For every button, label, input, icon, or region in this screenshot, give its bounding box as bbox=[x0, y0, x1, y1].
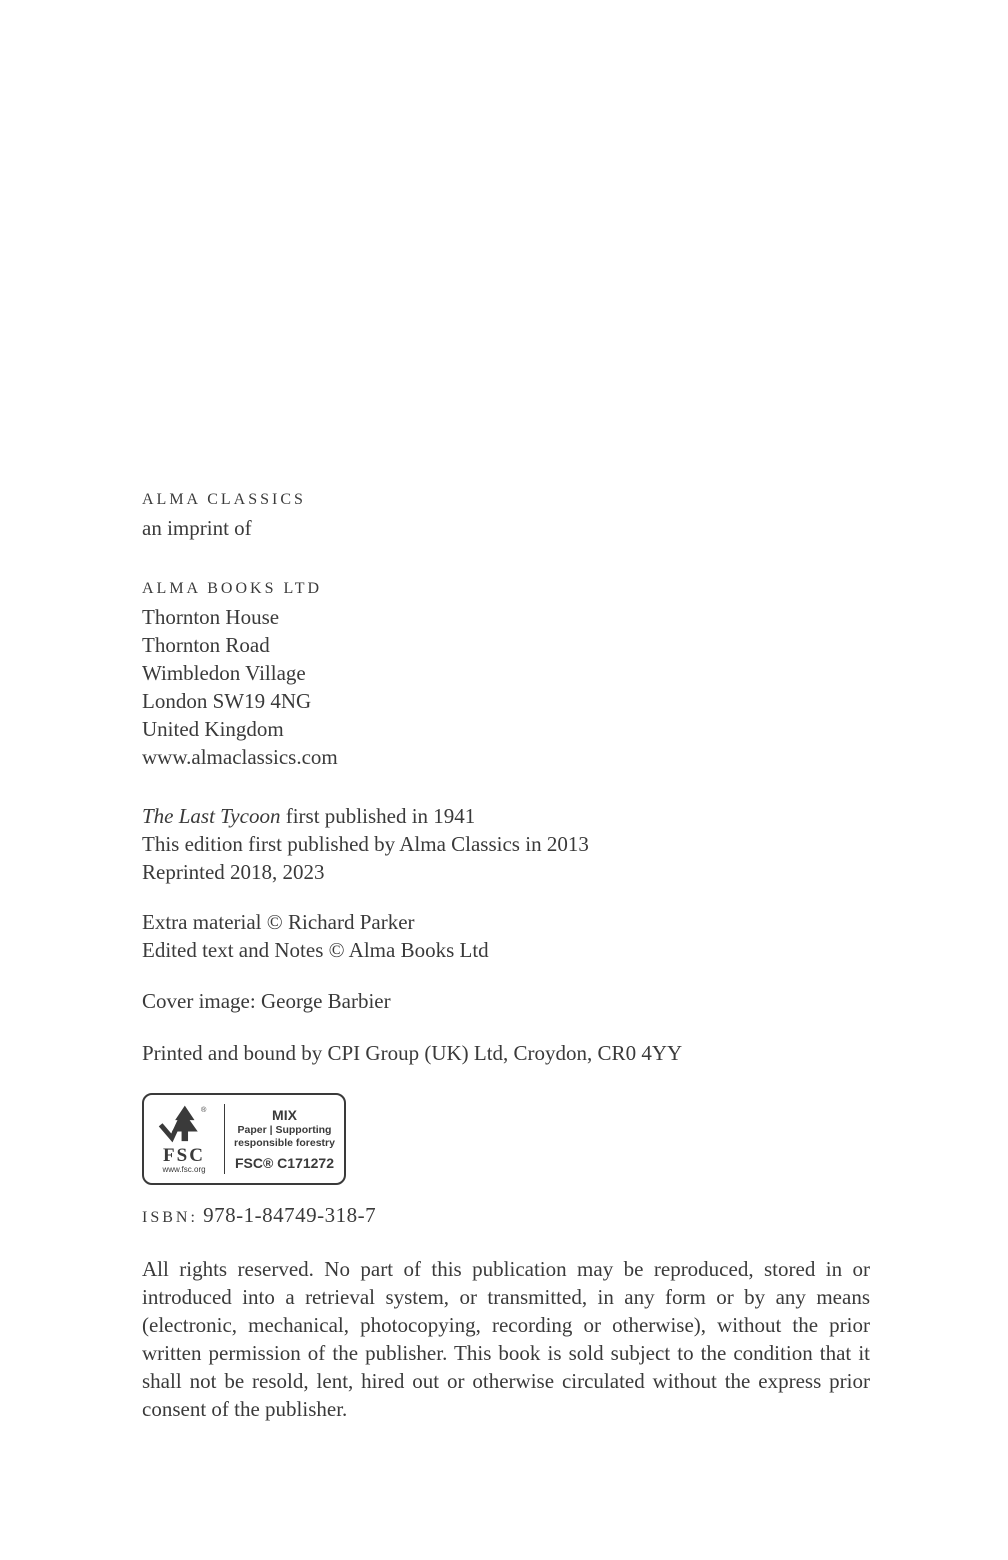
edition-block bbox=[142, 802, 870, 886]
address-line: Wimbledon Village bbox=[142, 661, 306, 685]
fsc-license-code: FSC® C171272 bbox=[234, 1154, 335, 1171]
isbn-label: ISBN: bbox=[142, 1209, 198, 1226]
copyright-line-1: Extra material © Richard Parker bbox=[142, 910, 415, 934]
copyright-line-2: Edited text and Notes © Alma Books Ltd bbox=[142, 938, 489, 962]
publisher-name: ALMA BOOKS LTD bbox=[142, 580, 323, 597]
isbn-value: 978-1-84749-318-7 bbox=[203, 1203, 377, 1227]
edition-line-2: This edition first published by Alma Classics in 2013 bbox=[142, 832, 589, 856]
address-line: Thornton Road bbox=[142, 633, 270, 657]
imprint-name: ALMA CLASSICS bbox=[142, 491, 306, 508]
imprint-block bbox=[142, 486, 870, 542]
copyright-page-content bbox=[142, 486, 870, 1423]
fsc-tree-check-icon bbox=[158, 1104, 210, 1146]
fsc-registered-mark: ® bbox=[200, 1105, 207, 1115]
edition-line-1 bbox=[142, 802, 870, 830]
edition-line-1-rest: first published in 1941 bbox=[280, 804, 476, 828]
fsc-brand: FSC bbox=[163, 1145, 205, 1166]
edition-line-3: Reprinted 2018, 2023 bbox=[142, 860, 325, 884]
publisher-block bbox=[142, 575, 870, 771]
isbn-line bbox=[142, 1201, 870, 1232]
fsc-logo-left bbox=[144, 1095, 224, 1183]
address-line: United Kingdom bbox=[142, 717, 284, 741]
copyright-block bbox=[142, 908, 870, 964]
fsc-mix-label: MIX bbox=[272, 1106, 297, 1123]
fsc-desc-line-2: responsible forestry bbox=[234, 1136, 335, 1149]
fsc-logo-right bbox=[225, 1095, 344, 1183]
book-title: The Last Tycoon bbox=[142, 804, 281, 828]
cover-credit-line: Cover image: George Barbier bbox=[142, 989, 391, 1013]
imprint-tagline: an imprint of bbox=[142, 516, 252, 540]
rights-paragraph: All rights reserved. No part of this publication may be reproduced, stored in or introduced into a retrieval system, or transmitted, in any form or by any means (electronic, mechanical, photocopying, recording or otherwise), without the prior written permission of the publisher. This book is sold subject to the condition that it shall not be resold, lent, hired out or otherwise circulated without the express prior consent of the publisher. bbox=[142, 1257, 870, 1421]
address-line: Thornton House bbox=[142, 605, 280, 629]
address-line: London SW19 4NG bbox=[142, 689, 312, 713]
fsc-desc-line-1: Paper | Supporting bbox=[237, 1123, 332, 1136]
printer-line: Printed and bound by CPI Group (UK) Ltd, Croydon, CR0 4YY bbox=[142, 1041, 683, 1065]
fsc-logo bbox=[142, 1093, 346, 1185]
fsc-url: www.fsc.org bbox=[162, 1165, 206, 1174]
publisher-website: www.almaclassics.com bbox=[142, 745, 338, 769]
